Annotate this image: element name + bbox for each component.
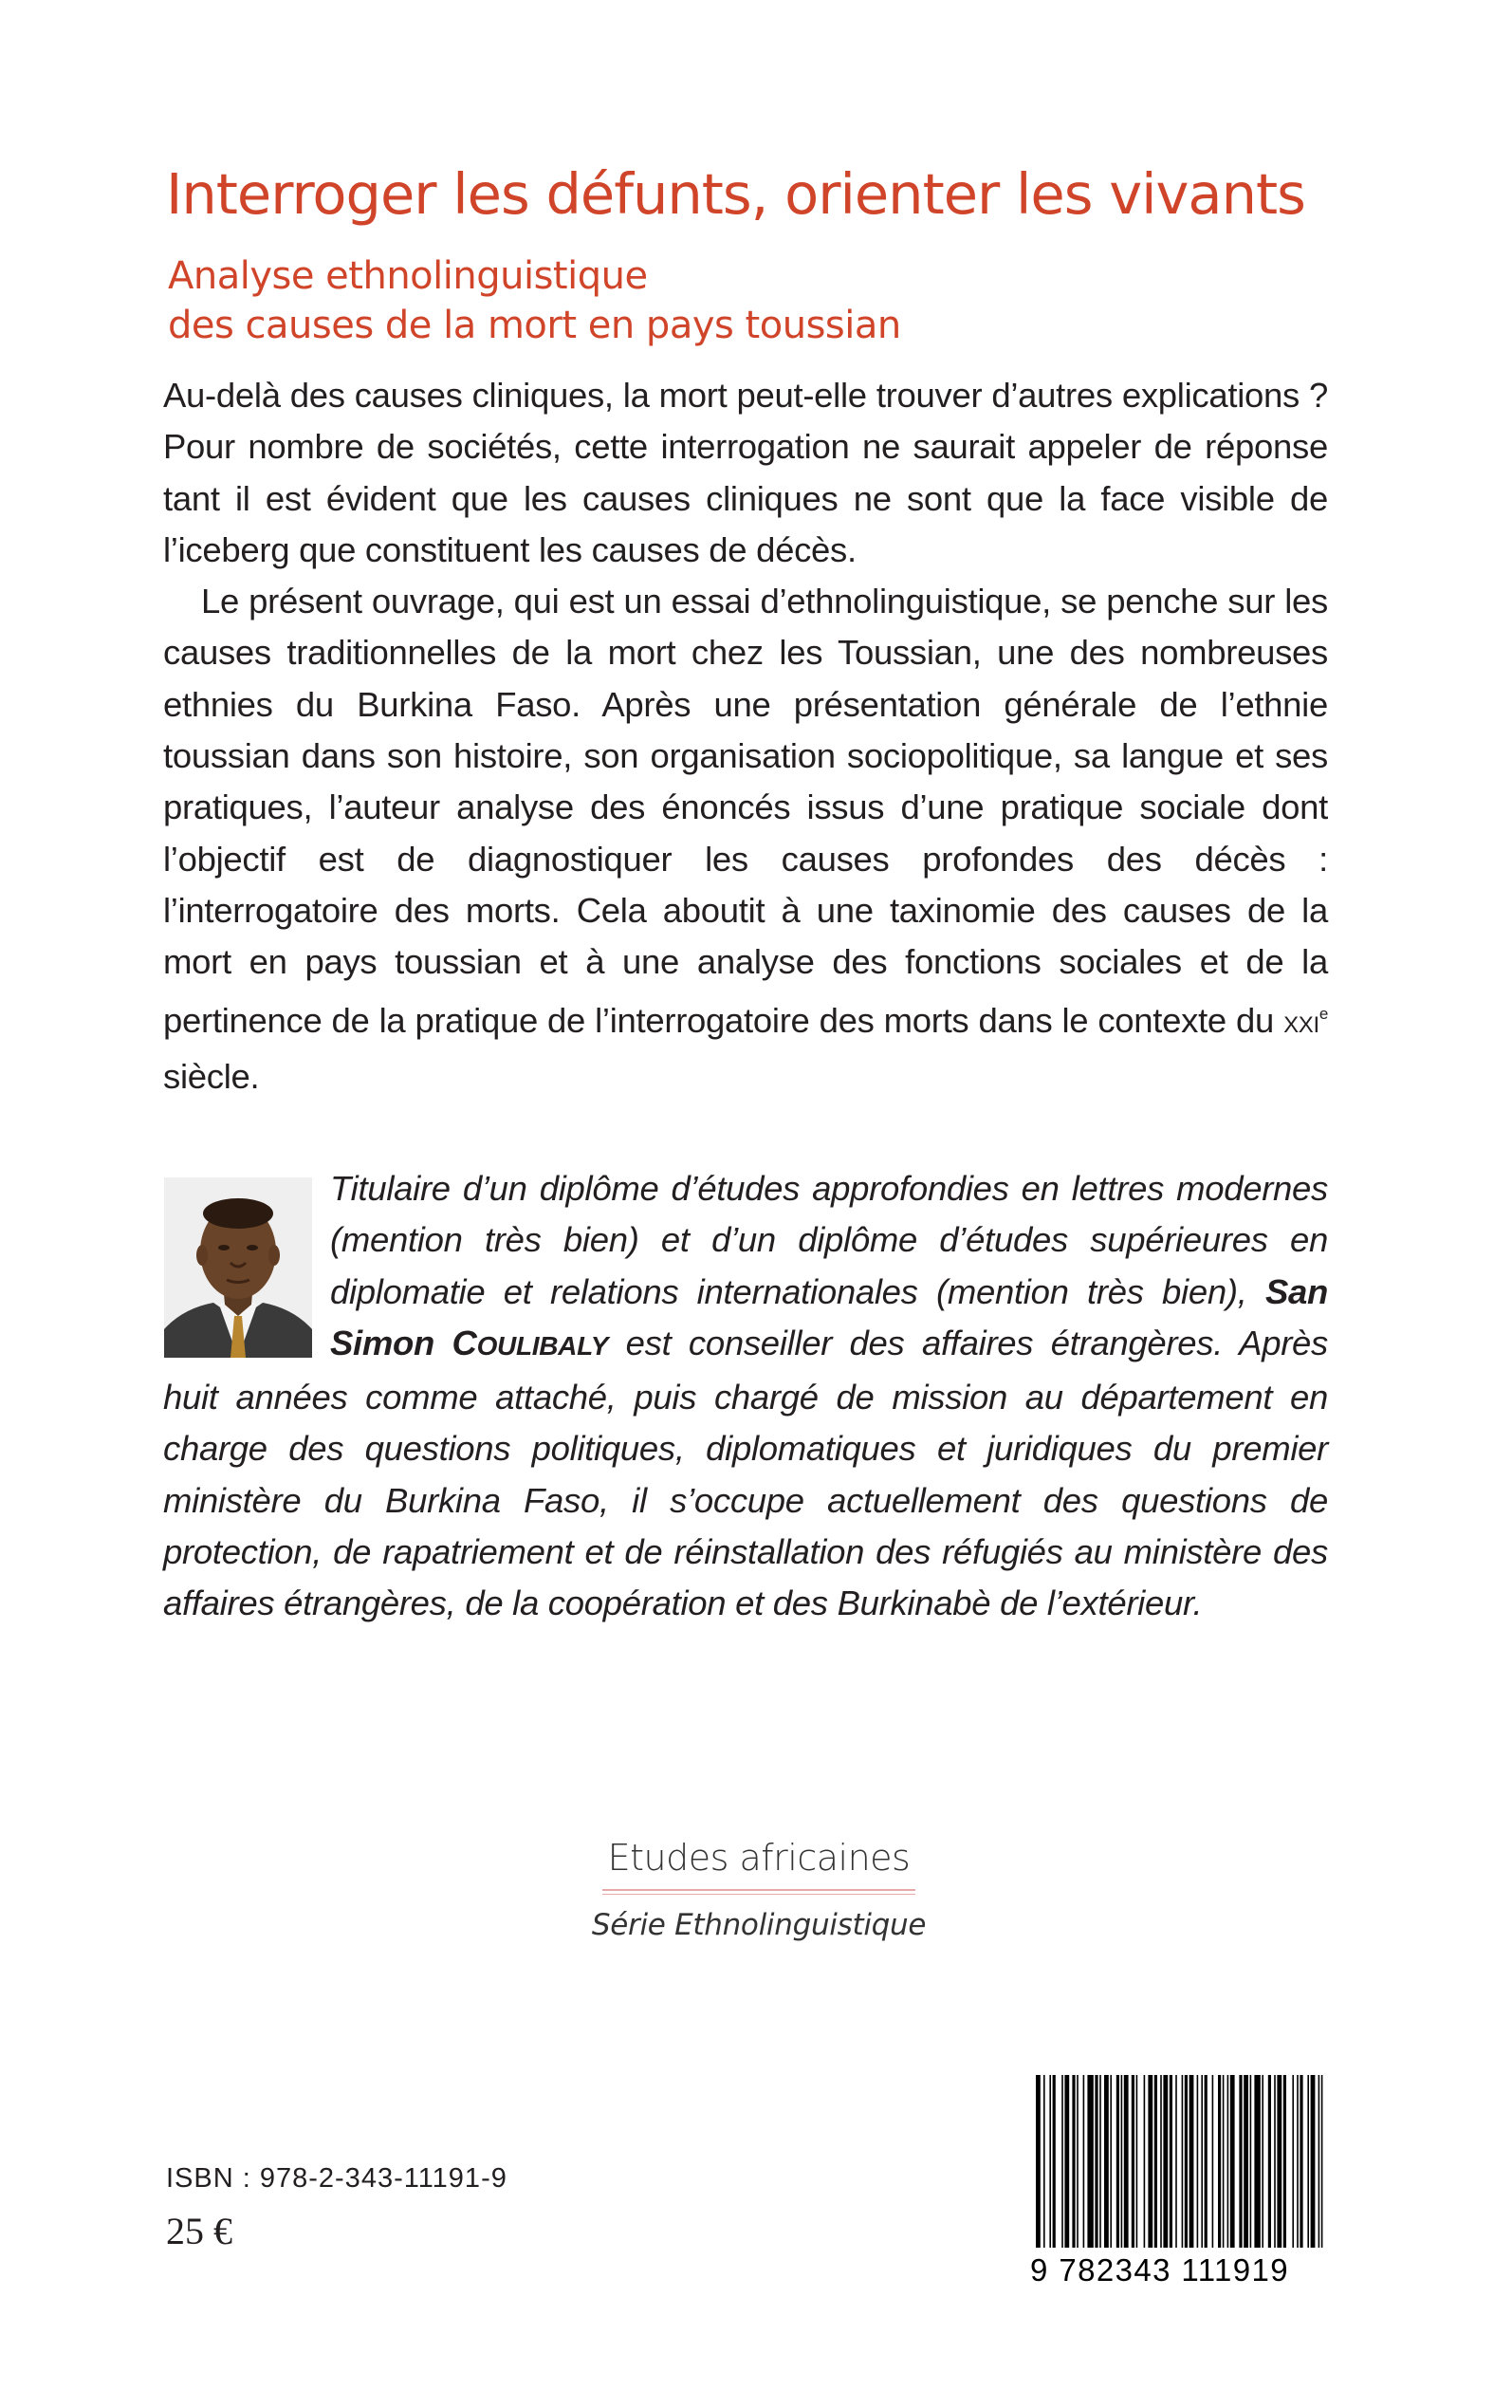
barcode-digits: 9 782343 111919: [1030, 2252, 1290, 2288]
subtitle-line-1: Analyse ethnolinguistique: [168, 254, 648, 298]
barcode-icon: [1034, 2075, 1324, 2270]
barcode-bar: [1205, 2075, 1208, 2248]
biography-rest: est conseiller des affaires étrangères. Après huit années comme attaché, puis chargé de mission au département en charge des questions politiques, diplomatiques et juridiques du premier ministère du Burkina Faso, il s’occupe actuellement des questions de protection, de rapatriement et de réinstallation des réfugiés au ministère des affaires étrangères, de la coopération et des Burkinabè de l’extérieur.: [163, 1323, 1329, 1623]
barcode-bar: [1307, 2075, 1309, 2248]
book-title: Interroger les défunts, orienter les vivants: [166, 161, 1305, 227]
barcode-bar: [1311, 2075, 1316, 2248]
series-divider: [602, 1889, 915, 1891]
barcode-bar: [1170, 2075, 1172, 2248]
barcode-bar: [1227, 2075, 1229, 2248]
barcode-bar: [1201, 2075, 1203, 2248]
series-divider-thin: [602, 1894, 915, 1895]
barcode-bar: [1292, 2075, 1294, 2248]
barcode-bar: [1160, 2075, 1162, 2248]
barcode-bar: [1318, 2075, 1320, 2248]
barcode-bar: [1087, 2075, 1093, 2248]
barcode-bar: [1116, 2075, 1119, 2248]
barcode-bar: [1254, 2075, 1260, 2248]
barcode-bar: [1182, 2075, 1184, 2248]
barcode-bar: [1175, 2075, 1177, 2248]
author-last-initial: C: [452, 1323, 477, 1362]
barcode-bar: [1223, 2075, 1225, 2248]
summary-paragraph-2-text: Le présent ouvrage, qui est un essai d’ethnolinguistique, se penche sur les causes traditionnelles de la mort chez les Toussian, une des nombreuses ethnies du Burkina Faso. Après une présentation générale de l’ethnie toussian dans son histoire, son organisation sociopolitique, sa langue et ses pratiques, l’auteur analyse des énoncés issus d’une pratique sociale dont l’objectif est de diagnostiquer les causes profondes des décès : l’interrogatoire des morts. Cela aboutit à une taxinomie des causes de la mort en pays toussian et à une analyse des fonctions sociales et de la pertinence de la pratique de l’interrogatoire des morts dans le contexte du: [163, 582, 1328, 1040]
barcode-bar: [1239, 2075, 1242, 2248]
barcode-bar: [1197, 2075, 1199, 2248]
barcode-bar: [1121, 2075, 1123, 2248]
century-numeral: XXI: [1283, 1011, 1319, 1038]
barcode-bar: [1250, 2075, 1252, 2248]
series-block: [512, 1836, 1005, 1942]
barcode-bar: [1049, 2075, 1051, 2248]
barcode-bar: [1230, 2075, 1235, 2248]
century-tail: siècle.: [163, 1056, 260, 1096]
barcode-bar: [1321, 2075, 1323, 2248]
barcode-bar: [1185, 2075, 1188, 2248]
barcode-bar: [1218, 2075, 1221, 2248]
century-superscript: e: [1318, 1004, 1329, 1023]
barcode-bar: [1064, 2075, 1069, 2248]
barcode-bar: [1132, 2075, 1134, 2248]
barcode-bar: [1244, 2075, 1248, 2248]
barcode-bar: [1189, 2075, 1194, 2248]
barcode-bar: [1262, 2075, 1263, 2248]
barcode-bar: [1043, 2075, 1045, 2248]
barcode-bar: [1053, 2075, 1056, 2248]
subtitle-line-2: des causes de la mort en pays toussian: [168, 304, 901, 347]
back-cover-summary: [163, 370, 1328, 1102]
barcode-bar: [1061, 2075, 1063, 2248]
biography-intro: Titulaire d’un diplôme d’études approfondies en lettres modernes (mention très bien) et d’un diplôme d’études supérieures en diplomatie et relations internationales (mention très bien),: [330, 1169, 1328, 1311]
price-label: 25 €: [166, 2210, 232, 2252]
barcode-bar: [1154, 2075, 1157, 2248]
barcode-bar: [1144, 2075, 1146, 2248]
barcode-bar: [1036, 2075, 1041, 2248]
barcode-bar: [1136, 2075, 1138, 2248]
summary-paragraph-1: Au-delà des causes cliniques, la mort peut-elle trouver d’autres explications ? Pour nombre de sociétés, cette interrogation ne saurait appeler de réponse tant il est évident que les causes cliniques ne sont que la face visible de l’iceberg que constituent les causes de décès.: [163, 376, 1328, 569]
barcode-bar: [1268, 2075, 1271, 2248]
barcode-bar: [1297, 2075, 1299, 2248]
barcode-bar: [1163, 2075, 1168, 2248]
isbn-label: ISBN : 978-2-343-11191-9: [166, 2163, 507, 2194]
barcode-bar: [1212, 2075, 1214, 2248]
barcode-bar: [1095, 2075, 1097, 2248]
photo-float-spacer: [163, 1163, 330, 1369]
barcode-bar: [1283, 2075, 1286, 2248]
barcode-bar: [1148, 2075, 1152, 2248]
barcode-bar: [1110, 2075, 1112, 2248]
series-subtitle: Série Ethnolinguistique: [591, 1908, 927, 1942]
barcode-bar: [1077, 2075, 1079, 2248]
summary-paragraph-2: [163, 576, 1328, 1102]
author-first-name: San Simon: [330, 1271, 1328, 1362]
barcode-bar: [1083, 2075, 1085, 2248]
author-last-rest: OULIBALY: [476, 1330, 609, 1361]
author-biography: [163, 1163, 1328, 1630]
barcode-bar: [1300, 2075, 1302, 2248]
book-subtitle: [168, 251, 1211, 350]
barcode-bar: [1277, 2075, 1282, 2248]
barcode-bar: [1099, 2075, 1101, 2248]
barcode-bar: [1104, 2075, 1109, 2248]
barcode-bar: [1072, 2075, 1075, 2248]
series-name: Etudes africaines: [607, 1837, 911, 1879]
barcode-bar: [1274, 2075, 1276, 2248]
barcode-bar: [1124, 2075, 1129, 2248]
biography-paragraph: [163, 1163, 1328, 1630]
